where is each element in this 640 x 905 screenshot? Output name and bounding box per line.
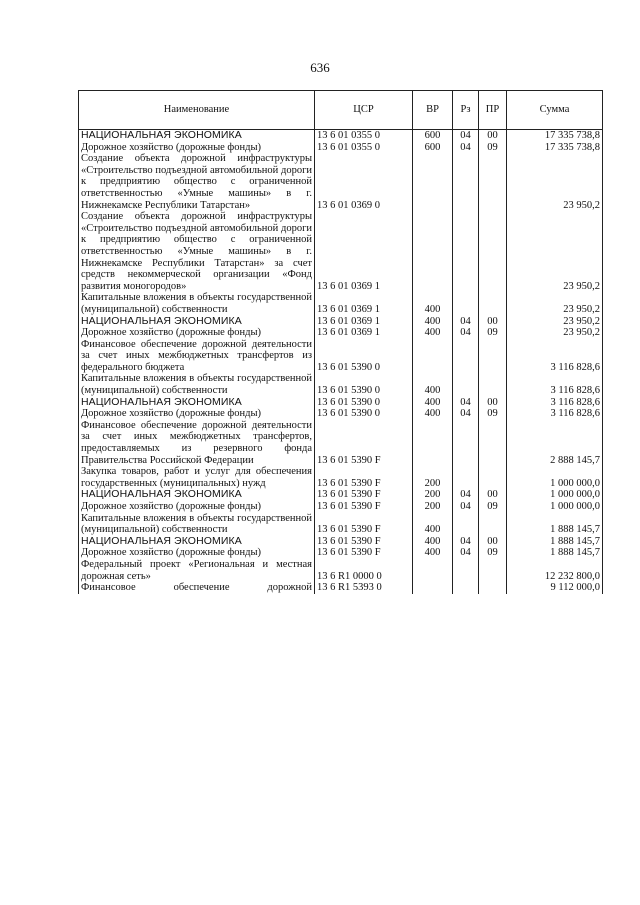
cell-name: Финансовое обеспечение дорожной деятельности за счет иных межбюджетных трансфертов, предоставляемых из резервного фонда Правительства Российской Федерации [79, 420, 315, 466]
cell-sum: 3 116 828,6 [507, 373, 603, 396]
budget-table [78, 90, 603, 594]
column-header-name: Наименование [79, 91, 315, 130]
cell-pr [479, 153, 507, 211]
cell-vr: 200 [413, 501, 453, 513]
cell-vr: 400 [413, 327, 453, 339]
cell-code: 13 6 01 5390 0 [315, 397, 413, 409]
cell-code: 13 6 01 5390 F [315, 501, 413, 513]
cell-vr [413, 559, 453, 582]
cell-vr: 400 [413, 536, 453, 548]
cell-pr: 09 [479, 327, 507, 339]
cell-pr: 09 [479, 547, 507, 559]
table-row [79, 547, 603, 559]
cell-code: 13 6 01 5390 F [315, 513, 413, 536]
cell-name: Капитальные вложения в объекты государственной (муниципальной) собственности [79, 292, 315, 315]
cell-vr: 200 [413, 466, 453, 489]
table-row [79, 130, 603, 142]
cell-name: Финансовое обеспечение дорожной [79, 582, 315, 594]
cell-name: НАЦИОНАЛЬНАЯ ЭКОНОМИКА [79, 536, 315, 548]
cell-code: 13 6 R1 5393 0 [315, 582, 413, 594]
cell-pr [479, 211, 507, 292]
table-header-row [79, 91, 603, 130]
cell-code: 13 6 01 0369 0 [315, 153, 413, 211]
table-row [79, 513, 603, 536]
cell-pr [479, 513, 507, 536]
cell-rz [453, 292, 479, 315]
cell-sum: 3 116 828,6 [507, 339, 603, 374]
cell-sum: 23 950,2 [507, 211, 603, 292]
cell-rz [453, 420, 479, 466]
cell-name: Федеральный проект «Региональная и местная дорожная сеть» [79, 559, 315, 582]
cell-sum: 23 950,2 [507, 327, 603, 339]
cell-pr: 00 [479, 536, 507, 548]
cell-sum: 23 950,2 [507, 316, 603, 328]
cell-rz: 04 [453, 142, 479, 154]
cell-sum: 1 888 145,7 [507, 513, 603, 536]
table-row [79, 536, 603, 548]
cell-vr [413, 211, 453, 292]
cell-rz: 04 [453, 547, 479, 559]
table-row [79, 327, 603, 339]
column-header-vr: ВР [413, 91, 453, 130]
cell-sum: 1 000 000,0 [507, 501, 603, 513]
cell-rz: 04 [453, 501, 479, 513]
cell-code: 13 6 01 0355 0 [315, 130, 413, 142]
cell-pr: 09 [479, 142, 507, 154]
cell-pr: 00 [479, 130, 507, 142]
cell-sum: 1 888 145,7 [507, 547, 603, 559]
cell-sum: 12 232 800,0 [507, 559, 603, 582]
cell-name: Создание объекта дорожной инфраструктуры «Строительство подъездной автомобильной дороги к предприятию общество с ограниченной ответственностью «Умные машины» в г. Нижнекамске Республики Татарстан» [79, 153, 315, 211]
cell-code: 13 6 01 0369 1 [315, 316, 413, 328]
table-row [79, 582, 603, 594]
cell-pr [479, 339, 507, 374]
cell-code: 13 6 01 0369 1 [315, 211, 413, 292]
cell-pr [479, 582, 507, 594]
cell-code: 13 6 01 0369 1 [315, 327, 413, 339]
table-row [79, 373, 603, 396]
cell-vr: 400 [413, 316, 453, 328]
page-number: 636 [310, 60, 330, 75]
table-row [79, 466, 603, 489]
table-row [79, 559, 603, 582]
cell-rz: 04 [453, 397, 479, 409]
cell-name: Дорожное хозяйство (дорожные фонды) [79, 408, 315, 420]
cell-rz: 04 [453, 130, 479, 142]
table-row [79, 408, 603, 420]
cell-name: НАЦИОНАЛЬНАЯ ЭКОНОМИКА [79, 397, 315, 409]
cell-rz [453, 153, 479, 211]
cell-rz: 04 [453, 327, 479, 339]
cell-rz [453, 339, 479, 374]
cell-code: 13 6 01 5390 0 [315, 408, 413, 420]
column-header-rz: Рз [453, 91, 479, 130]
cell-rz: 04 [453, 489, 479, 501]
cell-rz [453, 211, 479, 292]
cell-pr [479, 466, 507, 489]
cell-code: 13 6 01 5390 F [315, 420, 413, 466]
table-row [79, 211, 603, 292]
cell-code: 13 6 01 5390 F [315, 547, 413, 559]
cell-vr [413, 339, 453, 374]
table-row [79, 292, 603, 315]
cell-pr [479, 373, 507, 396]
cell-code: 13 6 R1 0000 0 [315, 559, 413, 582]
cell-code: 13 6 01 5390 F [315, 466, 413, 489]
cell-name: Закупка товаров, работ и услуг для обеспечения государственных (муниципальных) нужд [79, 466, 315, 489]
cell-name: НАЦИОНАЛЬНАЯ ЭКОНОМИКА [79, 489, 315, 501]
cell-pr [479, 292, 507, 315]
cell-pr [479, 420, 507, 466]
cell-vr: 600 [413, 130, 453, 142]
cell-rz: 04 [453, 316, 479, 328]
cell-pr: 09 [479, 501, 507, 513]
cell-name: НАЦИОНАЛЬНАЯ ЭКОНОМИКА [79, 130, 315, 142]
cell-vr: 400 [413, 547, 453, 559]
cell-name: Дорожное хозяйство (дорожные фонды) [79, 142, 315, 154]
cell-rz: 04 [453, 408, 479, 420]
column-header-pr: ПР [479, 91, 507, 130]
table-row [79, 142, 603, 154]
column-header-code: ЦСР [315, 91, 413, 130]
cell-sum: 23 950,2 [507, 153, 603, 211]
table-row [79, 316, 603, 328]
cell-vr: 200 [413, 489, 453, 501]
cell-code: 13 6 01 5390 0 [315, 373, 413, 396]
cell-pr: 00 [479, 397, 507, 409]
column-header-sum: Сумма [507, 91, 603, 130]
cell-sum: 9 112 000,0 [507, 582, 603, 594]
cell-sum: 1 888 145,7 [507, 536, 603, 548]
table-row [79, 397, 603, 409]
cell-sum: 23 950,2 [507, 292, 603, 315]
cell-sum: 2 888 145,7 [507, 420, 603, 466]
cell-rz [453, 582, 479, 594]
cell-code: 13 6 01 0369 1 [315, 292, 413, 315]
cell-rz: 04 [453, 536, 479, 548]
cell-pr [479, 559, 507, 582]
cell-vr: 400 [413, 397, 453, 409]
cell-vr: 600 [413, 142, 453, 154]
cell-rz [453, 513, 479, 536]
cell-code: 13 6 01 5390 0 [315, 339, 413, 374]
cell-name: Дорожное хозяйство (дорожные фонды) [79, 547, 315, 559]
cell-pr: 00 [479, 316, 507, 328]
table-row [79, 420, 603, 466]
table-row [79, 153, 603, 211]
cell-vr: 400 [413, 373, 453, 396]
cell-pr: 00 [479, 489, 507, 501]
cell-name: Капитальные вложения в объекты государственной (муниципальной) собственности [79, 513, 315, 536]
cell-code: 13 6 01 0355 0 [315, 142, 413, 154]
cell-vr [413, 582, 453, 594]
cell-name: Создание объекта дорожной инфраструктуры «Строительство подъездной автомобильной дороги к предприятию общество с ограниченной ответственностью «Умные машины» в г. Нижнекамске Республики Татарстан» за счет средств некоммерческой организации «Фонд развития моногородов» [79, 211, 315, 292]
cell-vr: 400 [413, 292, 453, 315]
cell-code: 13 6 01 5390 F [315, 536, 413, 548]
cell-sum: 1 000 000,0 [507, 489, 603, 501]
cell-name: Финансовое обеспечение дорожной деятельности за счет иных межбюджетных трансфертов из федерального бюджета [79, 339, 315, 374]
cell-rz [453, 373, 479, 396]
cell-name: Дорожное хозяйство (дорожные фонды) [79, 501, 315, 513]
cell-name: Капитальные вложения в объекты государственной (муниципальной) собственности [79, 373, 315, 396]
cell-sum: 3 116 828,6 [507, 397, 603, 409]
table-body [79, 130, 603, 594]
cell-rz [453, 466, 479, 489]
cell-sum: 17 335 738,8 [507, 142, 603, 154]
cell-sum: 3 116 828,6 [507, 408, 603, 420]
cell-sum: 1 000 000,0 [507, 466, 603, 489]
cell-code: 13 6 01 5390 F [315, 489, 413, 501]
cell-name: НАЦИОНАЛЬНАЯ ЭКОНОМИКА [79, 316, 315, 328]
table-row [79, 339, 603, 374]
cell-vr [413, 420, 453, 466]
cell-vr: 400 [413, 513, 453, 536]
cell-pr: 09 [479, 408, 507, 420]
cell-rz [453, 559, 479, 582]
cell-sum: 17 335 738,8 [507, 130, 603, 142]
cell-vr [413, 153, 453, 211]
table-row [79, 489, 603, 501]
cell-vr: 400 [413, 408, 453, 420]
table-row [79, 501, 603, 513]
cell-name: Дорожное хозяйство (дорожные фонды) [79, 327, 315, 339]
